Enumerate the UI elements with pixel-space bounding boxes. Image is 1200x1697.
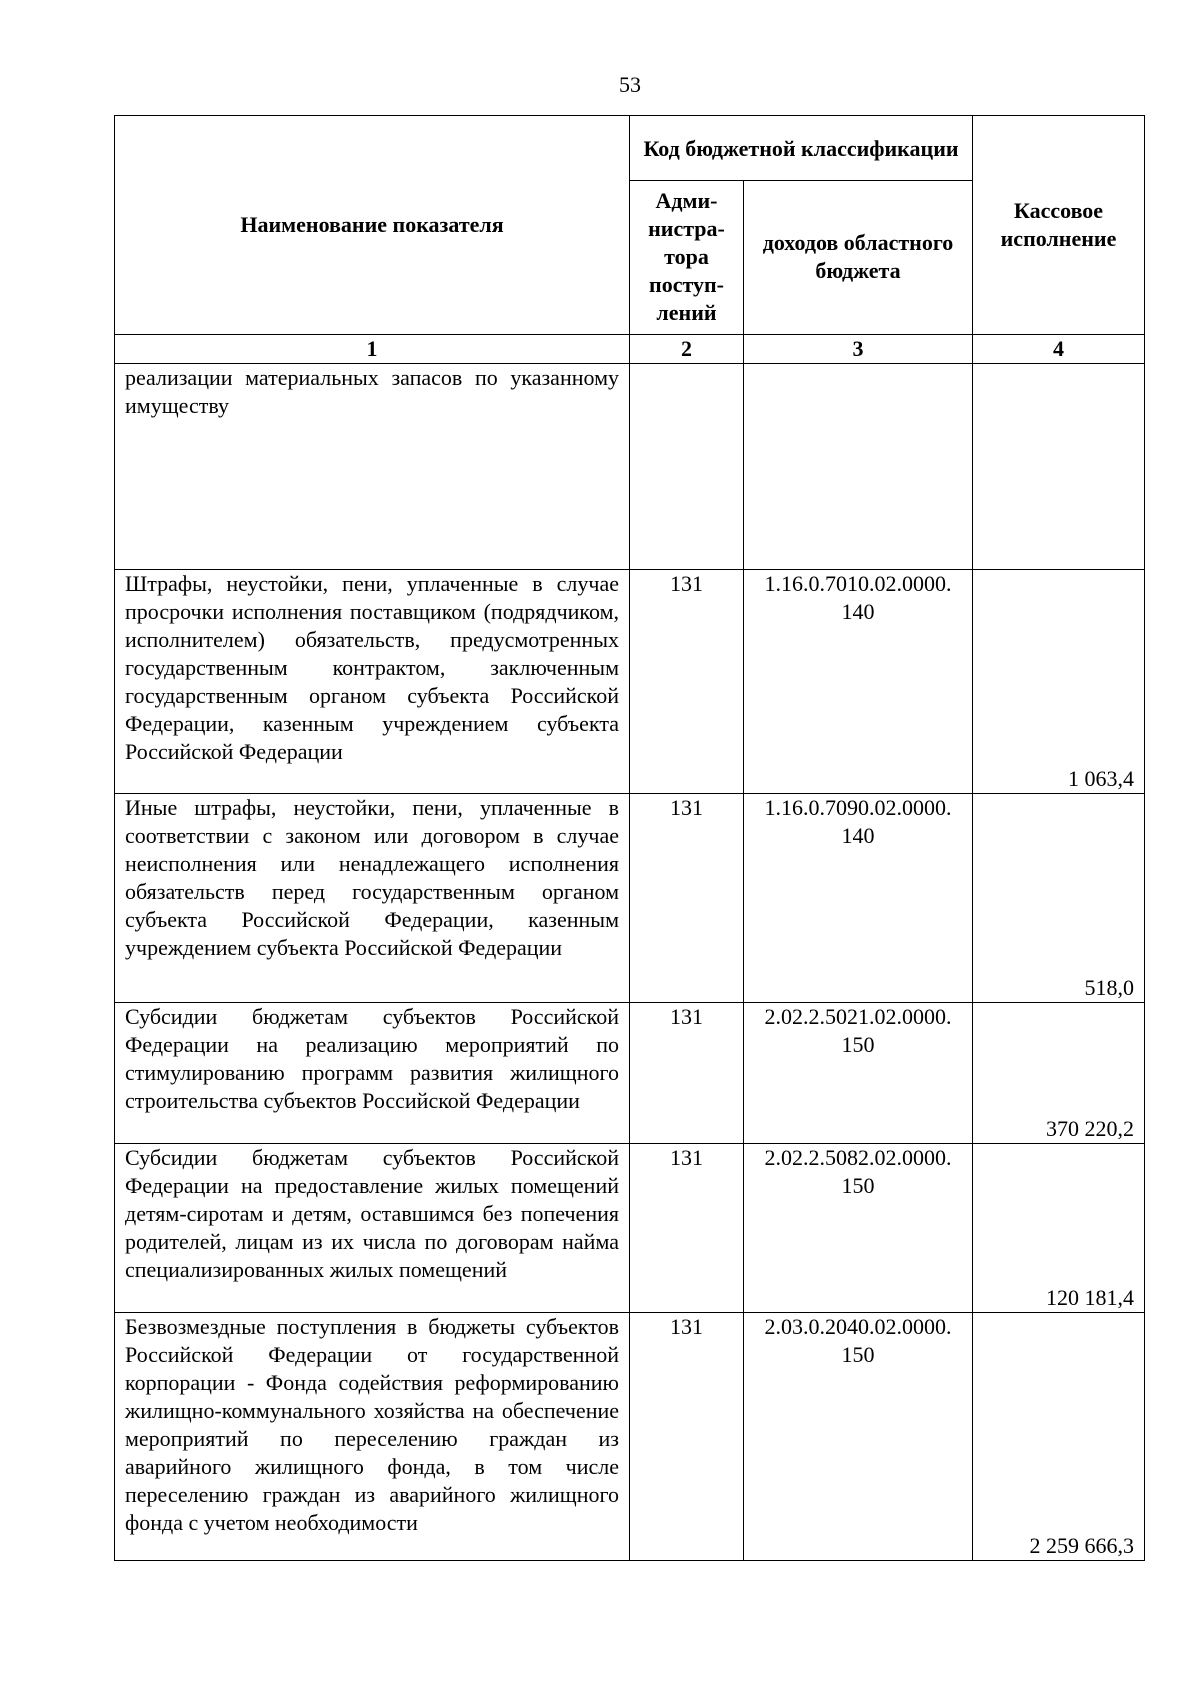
admin-code: [630, 364, 744, 570]
cash-amount: 518,0: [973, 794, 1145, 1003]
budget-table: [114, 115, 1145, 1561]
header-cash-execution: Кассовое исполнение: [973, 116, 1145, 335]
cash-amount: [973, 364, 1145, 570]
admin-code: 131: [630, 570, 744, 794]
admin-code: 131: [630, 1003, 744, 1144]
column-number-1: 1: [115, 335, 630, 364]
income-code: [744, 364, 973, 570]
header-admin: Адми-нистра-тора поступ-лений: [630, 180, 744, 334]
admin-code: 131: [630, 1313, 744, 1561]
cash-amount: 370 220,2: [973, 1003, 1145, 1144]
income-code: 1.16.0.7090.02.0000. 140: [744, 794, 973, 1003]
page-number: 53: [619, 72, 641, 97]
income-code: 1.16.0.7010.02.0000. 140: [744, 570, 973, 794]
table-row: [115, 1003, 1145, 1144]
table-row: [115, 364, 1145, 570]
cash-amount: 1 063,4: [973, 570, 1145, 794]
income-code: 2.02.2.5021.02.0000. 150: [744, 1003, 973, 1144]
header-income: доходов областного бюджета: [744, 180, 973, 334]
indicator-name: Штрафы, неустойки, пени, уплаченные в случае просрочки исполнения поставщиком (подрядчиком, исполнителем) обязательств, предусмотренных государственным контрактом, заключенным государственным органом субъекта Российской Федерации, казенным учреждением субъекта Российской Федерации: [115, 570, 630, 794]
header-indicator-name: Наименование показателя: [115, 116, 630, 335]
table-row: [115, 794, 1145, 1003]
cash-amount: 2 259 666,3: [973, 1313, 1145, 1561]
indicator-name: Субсидии бюджетам субъектов Российской Федерации на предоставление жилых помещений детям-сиротам и детям, оставшимся без попечения родителей, лицам из их числа по договорам найма специализированных жилых помещений: [115, 1144, 630, 1313]
table-row: [115, 1313, 1145, 1561]
indicator-name: Безвозмездные поступления в бюджеты субъектов Российской Федерации от государственной корпорации - Фонда содействия реформированию жилищно-коммунального хозяйства на обеспечение мероприятий по переселению граждан из аварийного жилищного фонда, в том числе переселению граждан из аварийного жилищного фонда с учетом необходимости: [115, 1313, 630, 1561]
column-number-2: 2: [630, 335, 744, 364]
cash-amount: 120 181,4: [973, 1144, 1145, 1313]
indicator-name: реализации материальных запасов по указанному имуществу: [115, 364, 630, 570]
column-number-4: 4: [973, 335, 1145, 364]
indicator-name: Субсидии бюджетам субъектов Российской Федерации на реализацию мероприятий по стимулированию программ развития жилищного строительства субъектов Российской Федерации: [115, 1003, 630, 1144]
column-number-3: 3: [744, 335, 973, 364]
table-row: [115, 1144, 1145, 1313]
income-code: 2.02.2.5082.02.0000. 150: [744, 1144, 973, 1313]
admin-code: 131: [630, 794, 744, 1003]
indicator-name: Иные штрафы, неустойки, пени, уплаченные в соответствии с законом или договором в случае неисполнения или ненадлежащего исполнения обязательств перед государственным органом субъекта Российской Федерации, казенным учреждением субъекта Российской Федерации: [115, 794, 630, 1003]
admin-code: 131: [630, 1144, 744, 1313]
header-budget-code-group: Код бюджетной классификации: [630, 116, 973, 181]
table-row: [115, 570, 1145, 794]
income-code: 2.03.0.2040.02.0000. 150: [744, 1313, 973, 1561]
